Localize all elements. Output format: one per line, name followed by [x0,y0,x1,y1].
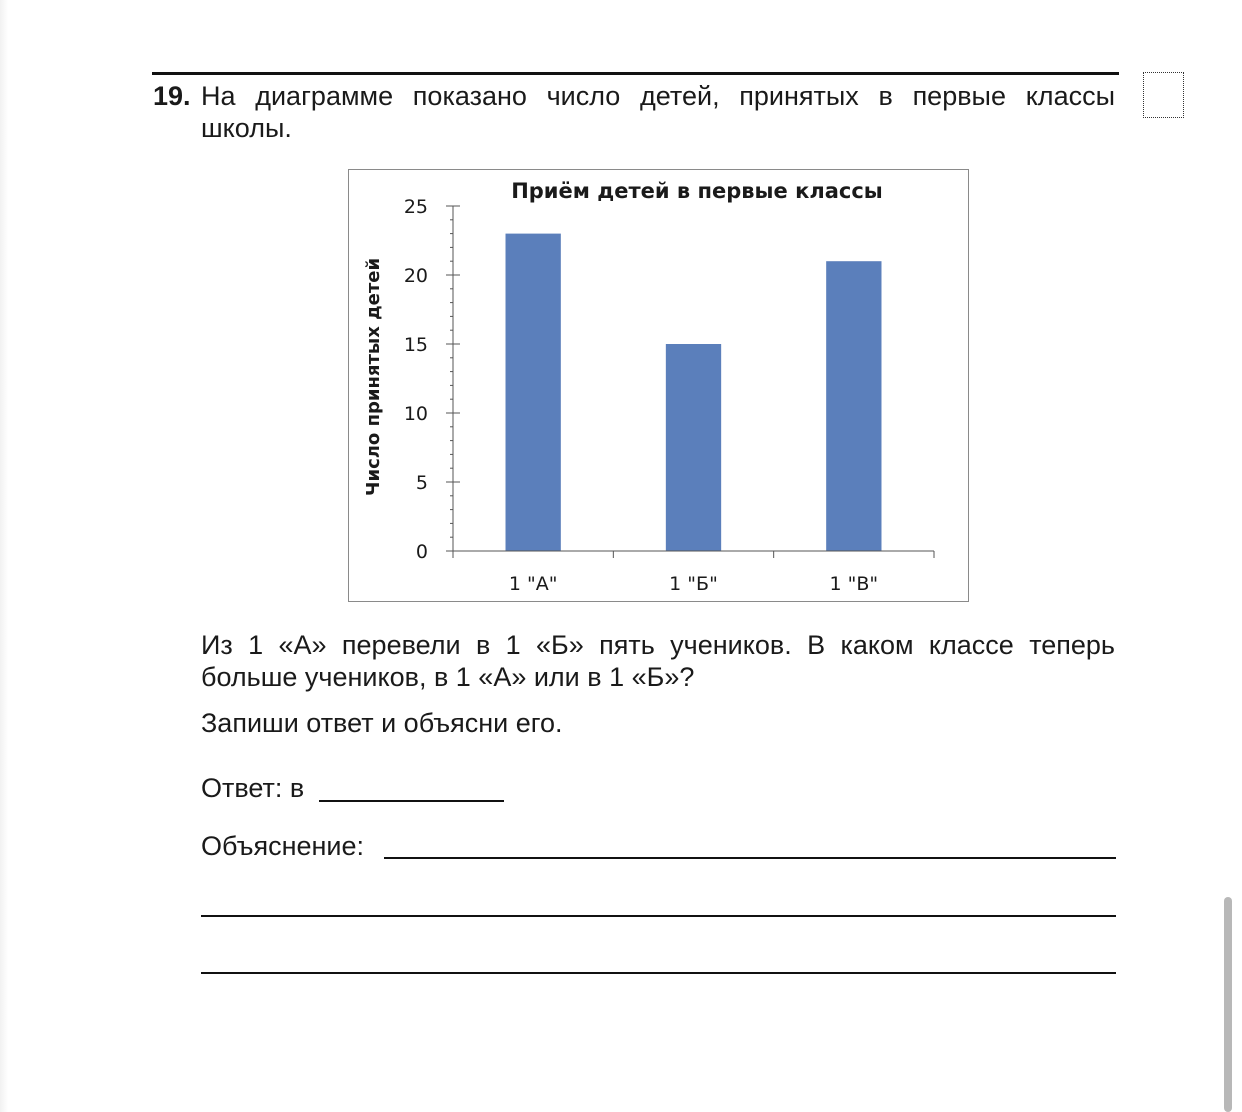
explanation-label: Объяснение: [201,831,365,861]
task-instruction: Запиши ответ и объясни его. [201,708,563,738]
scrollbar[interactable] [1224,897,1232,1112]
y-tick-label: 25 [403,196,428,218]
explanation-line-2[interactable] [201,915,1116,917]
y-axis-label: Число принятых детей [363,257,384,497]
x-tick-label: 1 "А" [508,573,558,595]
question-number: 19. [153,81,191,111]
x-tick-label: 1 "В" [829,573,879,595]
y-tick-label: 15 [403,334,428,356]
question-top-rule [152,72,1119,75]
explanation-line-1[interactable] [384,857,1116,859]
y-tick-label: 5 [415,472,428,494]
bar-chart [348,169,969,602]
chart-title: Приём детей в первые классы [511,179,883,203]
score-box[interactable] [1143,72,1184,118]
bar-chart-svg [349,170,968,601]
answer-label: Ответ: в [201,773,305,803]
page-edge-shadow [0,0,8,1112]
bar-2 [666,344,721,551]
y-tick-label: 20 [403,265,428,287]
bar-1 [506,234,561,551]
answer-input-line[interactable] [319,800,504,802]
plot-area [404,196,934,595]
question-text: На диаграмме показано число детей, принятых в первые классы школы. [201,81,1115,143]
task-paragraph: Из 1 «А» перевели в 1 «Б» пять учеников. В каком классе теперь больше учеников, в 1 «А» или в 1 «Б»? [201,630,1115,692]
y-tick-label: 0 [415,541,428,563]
y-tick-label: 10 [403,403,428,425]
explanation-line-3[interactable] [201,972,1116,974]
x-tick-label: 1 "Б" [669,573,718,595]
bar-3 [826,261,881,551]
